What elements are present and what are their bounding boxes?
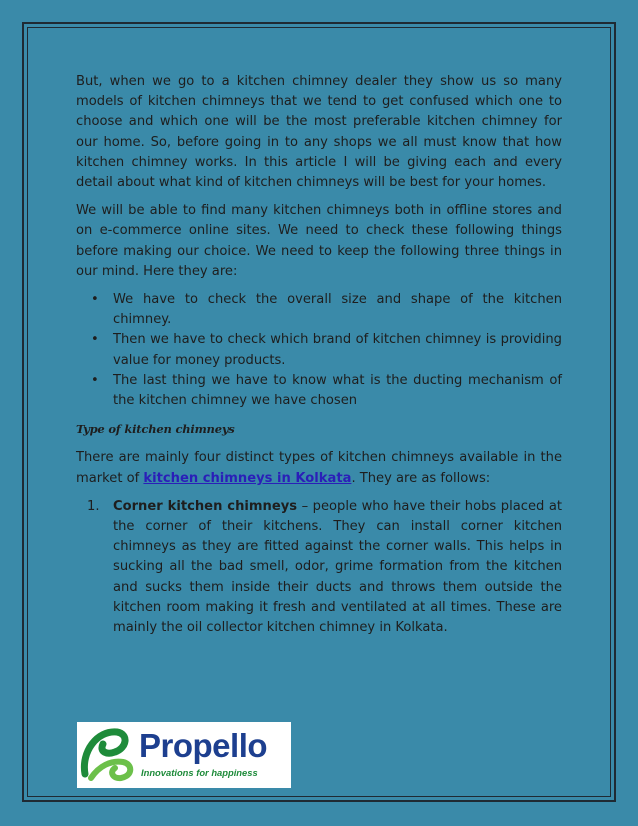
list-item-text: The last thing we have to know what is the ducting mechanism of the kitchen chimney we have chosen (113, 372, 562, 409)
list-item (91, 290, 562, 330)
list-item-title: Corner kitchen chimneys (113, 498, 298, 514)
list-item-text: – people who have their hobs placed at the corner of their kitchens. They can install corner kitchen chimneys as they are fitted against the corner walls. This helps in sucking all the bad smell, odor, grime formation from the kitchen and sucks them inside their ducts and throws them outside the kitchen room making it fresh and ventilated at all times. These are mainly the oil collector kitchen chimney in Kolkata. (113, 498, 562, 636)
types-intro-paragraph (76, 448, 562, 488)
logo-tagline: Innovations for happiness (141, 767, 258, 778)
bullet-icon: • (91, 372, 99, 388)
list-item-text: Then we have to check which brand of kitchen chimney is providing value for money products. (113, 332, 562, 368)
bullet-icon: • (91, 292, 99, 308)
logo-name: Propello (139, 727, 268, 764)
propello-logo (77, 722, 291, 788)
types-intro-text: There are mainly four distinct types of kitchen chimneys available in the market of (76, 450, 562, 486)
list-item (91, 371, 562, 411)
list-item (91, 330, 562, 370)
checklist (76, 290, 562, 411)
document-body (76, 72, 562, 638)
list-item-text: We have to check the overall size and shape of the kitchen chimney. (113, 292, 562, 328)
bullet-icon: • (91, 332, 99, 348)
list-item-number: 1. (87, 498, 100, 514)
chimney-types-list (76, 497, 562, 638)
intro-paragraph: But, when we go to a kitchen chimney dealer they show us so many models of kitchen chimneys that we tend to get confused which one to choose and which one will be the most preferable kitchen chimney for our home. So, before going in to any shops we all must know that how kitchen chimney works. In this article I will be giving each and every detail about what kind of kitchen chimneys will be best for your homes. (76, 74, 562, 191)
section-heading: Type of kitchen chimneys (76, 422, 235, 437)
types-intro-text-end: . They are as follows: (351, 470, 491, 486)
list-item (87, 497, 562, 638)
propello-swirl-icon (77, 722, 143, 788)
second-paragraph: We will be able to find many kitchen chimneys both in offline stores and on e-commerce online sites. We need to check these following things before making our choice. We need to keep the following three things in our mind. Here they are: (76, 203, 562, 279)
kolkata-chimneys-link[interactable]: kitchen chimneys in Kolkata (143, 470, 352, 486)
